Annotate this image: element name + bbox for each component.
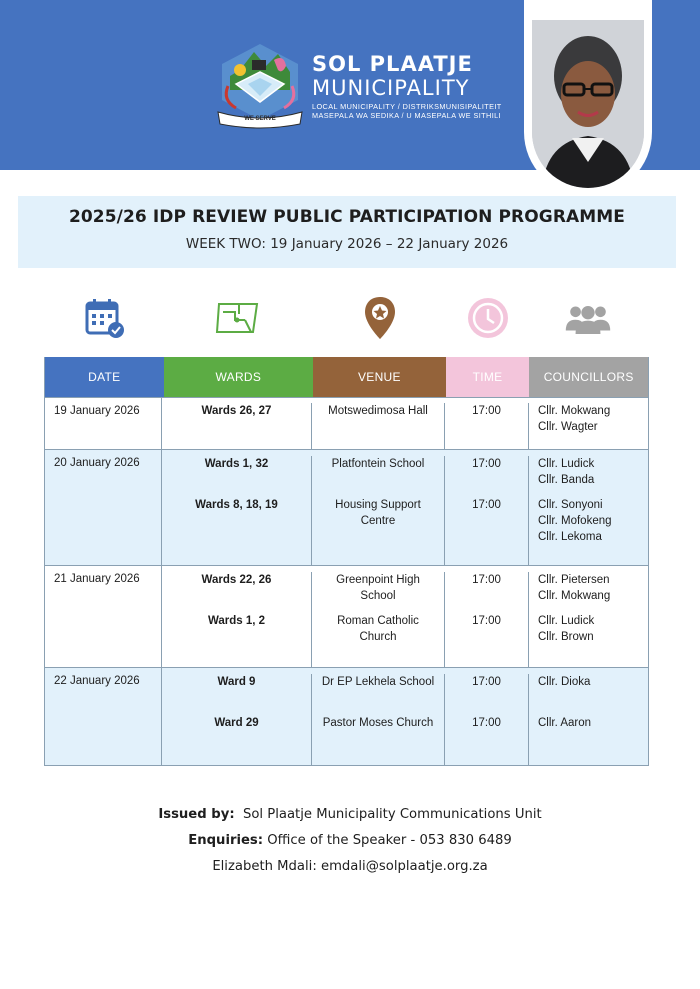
brand-tagline-1: LOCAL MUNICIPALITY / DISTRIKSMUNISIPALITEIT xyxy=(312,102,502,111)
portrait-illustration xyxy=(532,20,644,188)
date-group xyxy=(45,449,648,565)
date-cell: 22 January 2026 xyxy=(45,668,162,765)
wards-cell: Wards 1, 2 xyxy=(162,613,312,667)
councillor-name: Cllr. Ludick xyxy=(538,458,595,470)
issued-by-value: Sol Plaatje Municipality Communications Unit xyxy=(242,807,542,822)
time-cell: 17:00 xyxy=(445,674,529,715)
location-pin-icon xyxy=(356,294,404,342)
councillor-name: Cllr. Pietersen xyxy=(538,574,610,586)
councillors-cell xyxy=(529,403,648,449)
brand-name: SOL PLAATJE xyxy=(312,52,473,76)
enquiries-label: Enquiries: xyxy=(188,833,264,848)
time-cell: 17:00 xyxy=(445,497,529,565)
title-panel xyxy=(18,196,676,268)
councillors-cell xyxy=(529,674,648,715)
page-title: 2025/26 IDP REVIEW PUBLIC PARTICIPATION PROGRAMME xyxy=(68,207,626,227)
people-icon xyxy=(564,294,612,342)
header-time: TIME xyxy=(446,357,530,397)
enquiries-value: Office of the Speaker - 053 830 6489 xyxy=(267,833,512,848)
venue-cell: Dr EP Lekhela School xyxy=(312,674,445,715)
date-group xyxy=(45,397,648,449)
wards-cell: Ward 9 xyxy=(162,674,312,715)
time-cell: 17:00 xyxy=(445,715,529,765)
programme-table xyxy=(44,357,649,766)
wards-cell: Wards 26, 27 xyxy=(162,403,312,449)
table-header-row xyxy=(45,357,648,397)
venue-cell: Motswedimosa Hall xyxy=(312,403,445,449)
header-date: DATE xyxy=(45,357,164,397)
councillor-name: Cllr. Wagter xyxy=(538,421,598,433)
map-icon xyxy=(214,294,262,342)
wards-cell: Wards 8, 18, 19 xyxy=(162,497,312,565)
table-row xyxy=(162,566,648,613)
councillor-name: Cllr. Lekoma xyxy=(538,531,602,543)
time-cell: 17:00 xyxy=(445,613,529,667)
councillor-name: Cllr. Aaron xyxy=(538,717,592,729)
brand-tagline-2: MASEPALA WA SEDIKA / U MASEPALA WE SITHILI xyxy=(312,111,502,120)
header-band xyxy=(0,0,700,170)
brand-block xyxy=(312,52,502,120)
councillors-cell xyxy=(529,613,648,667)
councillor-name: Cllr. Mofokeng xyxy=(538,515,612,527)
table-row xyxy=(162,668,648,715)
calendar-icon xyxy=(80,294,128,342)
councillors-cell xyxy=(529,497,648,565)
logo-motto: WE SERVE xyxy=(244,116,276,122)
councillor-name: Cllr. Dioka xyxy=(538,676,591,688)
time-cell: 17:00 xyxy=(445,572,529,613)
councillors-cell xyxy=(529,715,648,765)
councillor-name: Cllr. Ludick xyxy=(538,615,595,627)
councillor-name: Cllr. Mokwang xyxy=(538,405,611,417)
speaker-portrait xyxy=(532,20,644,188)
date-group xyxy=(45,667,648,765)
clock-icon xyxy=(464,294,512,342)
venue-cell: Greenpoint High School xyxy=(312,572,445,613)
portrait-card xyxy=(524,0,652,196)
councillor-name: Cllr. Banda xyxy=(538,474,595,486)
table-row xyxy=(162,715,648,765)
venue-cell: Housing Support Centre xyxy=(312,497,445,565)
councillor-name: Cllr. Sonyoni xyxy=(538,499,603,511)
councillors-cell xyxy=(529,456,648,497)
table-row xyxy=(162,613,648,667)
venue-cell: Pastor Moses Church xyxy=(312,715,445,765)
issued-by-line xyxy=(0,802,700,828)
issued-by-label: Issued by: xyxy=(158,807,235,822)
date-cell: 19 January 2026 xyxy=(45,398,162,449)
header-wards: WARDS xyxy=(164,357,314,397)
councillors-cell xyxy=(529,572,648,613)
venue-cell: Platfontein School xyxy=(312,456,445,497)
table-row xyxy=(162,497,648,565)
contact-line[interactable]: Elizabeth Mdali: emdali@solplaatje.org.za xyxy=(212,859,488,874)
table-row xyxy=(162,398,648,449)
header-venue: VENUE xyxy=(313,357,446,397)
councillor-name: Cllr. Brown xyxy=(538,631,594,643)
page-subtitle: WEEK TWO: 19 January 2026 – 22 January 2026 xyxy=(185,236,509,252)
time-cell: 17:00 xyxy=(445,403,529,449)
header-councillors: COUNCILLORS xyxy=(529,357,648,397)
footer xyxy=(0,802,700,880)
date-cell: 21 January 2026 xyxy=(45,566,162,667)
time-cell: 17:00 xyxy=(445,456,529,497)
wards-cell: Ward 29 xyxy=(162,715,312,765)
wards-cell: Wards 22, 26 xyxy=(162,572,312,613)
councillor-name: Cllr. Mokwang xyxy=(538,590,611,602)
brand-sub: MUNICIPALITY xyxy=(312,76,470,100)
date-cell: 20 January 2026 xyxy=(45,450,162,565)
wards-cell: Wards 1, 32 xyxy=(162,456,312,497)
enquiries-line xyxy=(0,828,700,854)
venue-cell: Roman Catholic Church xyxy=(312,613,445,667)
municipality-logo xyxy=(210,40,310,132)
table-row xyxy=(162,450,648,497)
date-group xyxy=(45,565,648,667)
